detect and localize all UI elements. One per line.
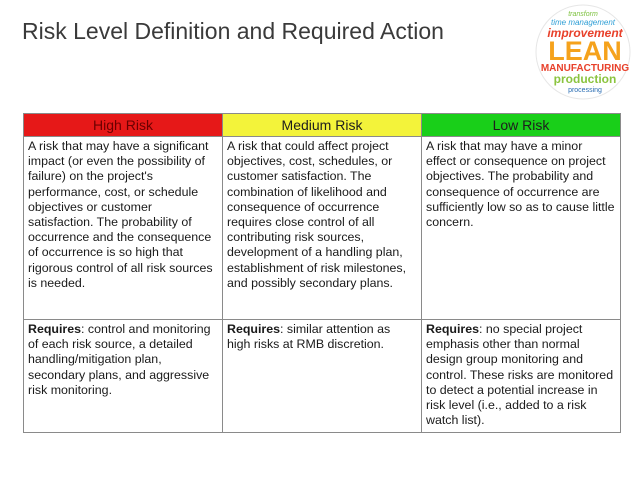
definition-row [24, 137, 621, 320]
header-medium-risk: Medium Risk [223, 114, 422, 137]
svg-text:time management: time management [550, 18, 616, 27]
requirement-high-risk [24, 320, 223, 433]
risk-level-table [23, 113, 621, 433]
requirement-medium-risk [223, 320, 422, 433]
requirement-text: : control and monitoring of each risk source, a detailed handling/mitigation plan, secondary plans, and aggressive risk monitoring. [28, 322, 211, 397]
requires-label: Requires [227, 322, 281, 336]
requirement-text: : no special project emphasis other than normal design group monitoring and control. These risks are monitored to detect a potential increase in risk level (i.e., added to a risk watch list). [426, 322, 614, 428]
requirement-row [24, 320, 621, 433]
requires-label: Requires [426, 322, 480, 336]
definition-medium-risk: A risk that could affect project objectives, cost, schedules, or customer satisfaction. The combination of likelihood and consequence of occurrence requires close control of all contributing risk sources, development of a handling plan, establishment of risk milestones, and possibly secondary plans. [223, 137, 422, 320]
svg-text:processing: processing [568, 87, 602, 94]
lean-manufacturing-logo [533, 2, 633, 102]
header-row [24, 114, 621, 137]
svg-text:MANUFACTURING: MANUFACTURING [540, 63, 630, 74]
svg-text:improvement: improvement [547, 26, 623, 40]
header-high-risk: High Risk [24, 114, 223, 137]
requirement-low-risk [422, 320, 621, 433]
svg-text:LEAN: LEAN [548, 36, 622, 66]
svg-text:production: production [553, 72, 617, 86]
requires-label: Requires [28, 322, 82, 336]
definition-high-risk: A risk that may have a significant impact (or even the possibility of failure) on the project's performance, cost, or schedule objectives or customer satisfaction. The probability of occurrence and the consequence of occurrence is so high that rigorous control of all risk sources is needed. [24, 137, 223, 320]
definition-low-risk: A risk that may have a minor effect or consequence on project objectives. The probability and consequence of occurrence are sufficiently low so as to cause little concern. [422, 137, 621, 320]
requirement-text: : similar attention as high risks at RMB discretion. [227, 322, 391, 352]
svg-text:transform: transform [568, 11, 598, 18]
header-low-risk: Low Risk [422, 114, 621, 137]
slide-title: Risk Level Definition and Required Action [22, 18, 444, 44]
